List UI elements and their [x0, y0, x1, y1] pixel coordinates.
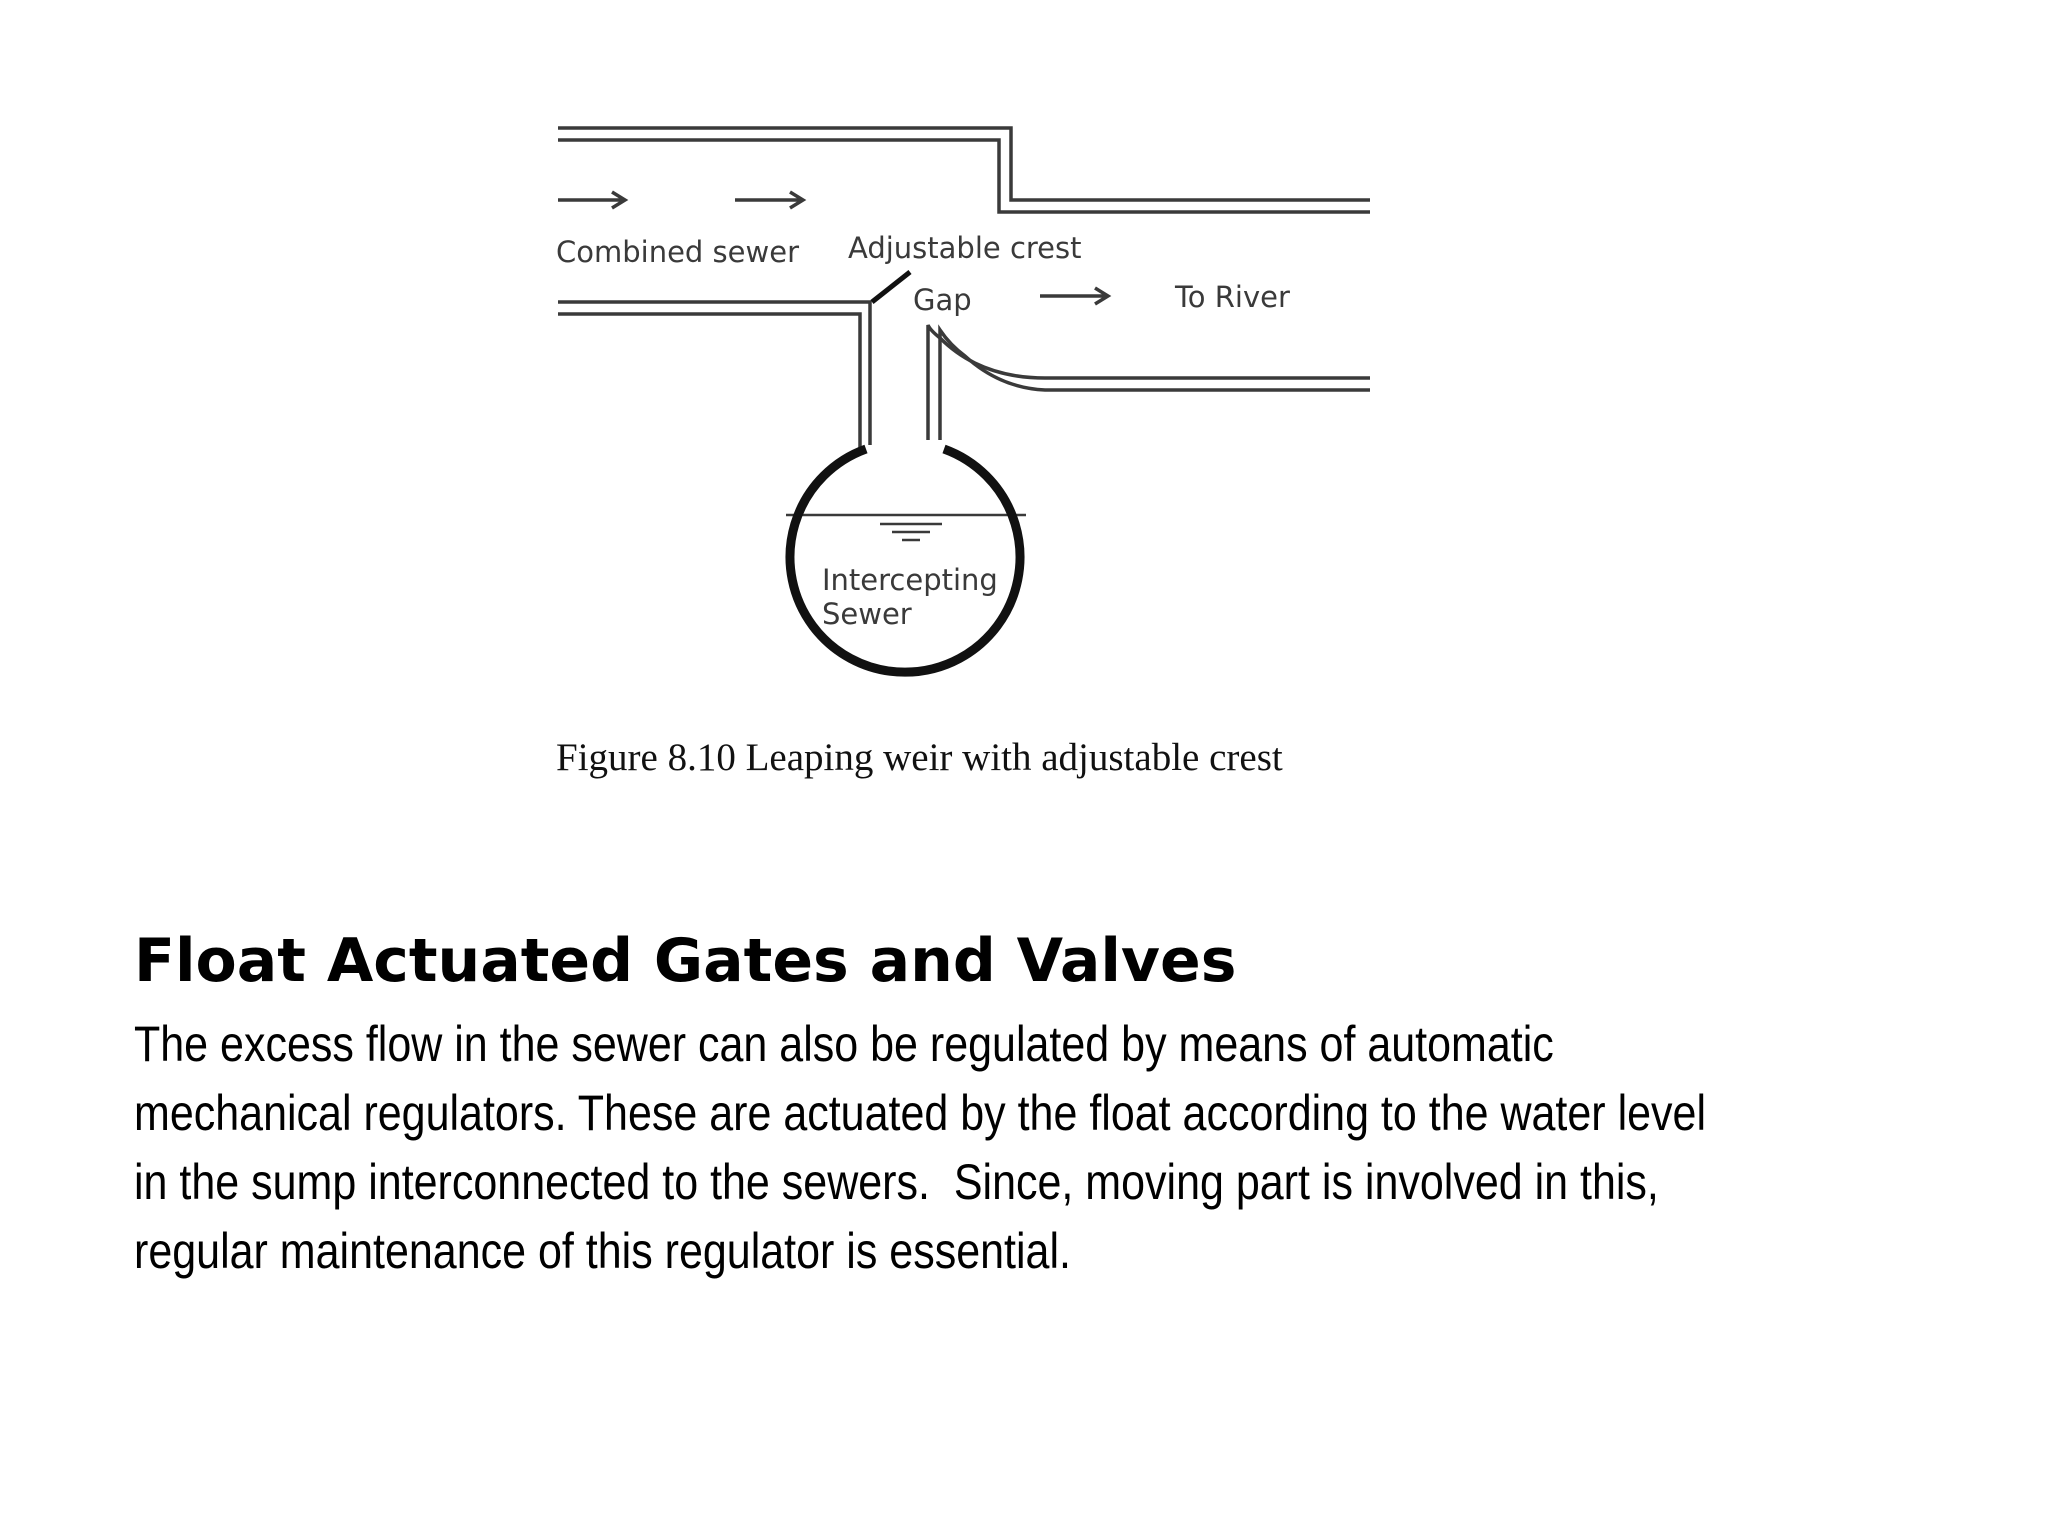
label-adjustable-crest: Adjustable crest: [848, 231, 1082, 265]
flow-arrow-1: [558, 192, 625, 208]
flow-arrow-3: [1040, 288, 1108, 304]
flow-arrow-2: [735, 192, 803, 208]
label-sewer: Sewer: [822, 597, 912, 631]
intercepting-sewer-pipe: [790, 449, 1020, 672]
figure-caption: Figure 8.10 Leaping weir with adjustable crest: [556, 736, 1283, 779]
water-level-symbol: [880, 524, 942, 540]
section-heading: Float Actuated Gates and Valves: [134, 926, 1237, 996]
figure-linework: [558, 128, 1370, 540]
label-combined-sewer: Combined sewer: [556, 235, 799, 269]
adjustable-crest-plate: [872, 272, 910, 302]
body-line: regular maintenance of this regulator is essential.: [134, 1223, 1071, 1279]
inlet-bottom-wall-inner: [558, 314, 860, 450]
inlet-bottom-wall-outer: [558, 302, 870, 445]
body-line: The excess flow in the sewer can also be regulated by means of automatic: [134, 1016, 1554, 1072]
label-to-river: To River: [1175, 280, 1290, 314]
outlet-wall-outer: [940, 330, 1370, 440]
label-gap: Gap: [913, 283, 972, 317]
outlet-wall-inner: [928, 325, 1370, 440]
body-line: in the sump interconnected to the sewers. Since, moving part is involved in this,: [134, 1154, 1659, 1210]
body-line: mechanical regulators. These are actuated by the float according to the water level: [134, 1085, 1706, 1141]
section-body: [134, 1010, 1706, 1286]
label-intercepting: Intercepting: [822, 563, 998, 597]
